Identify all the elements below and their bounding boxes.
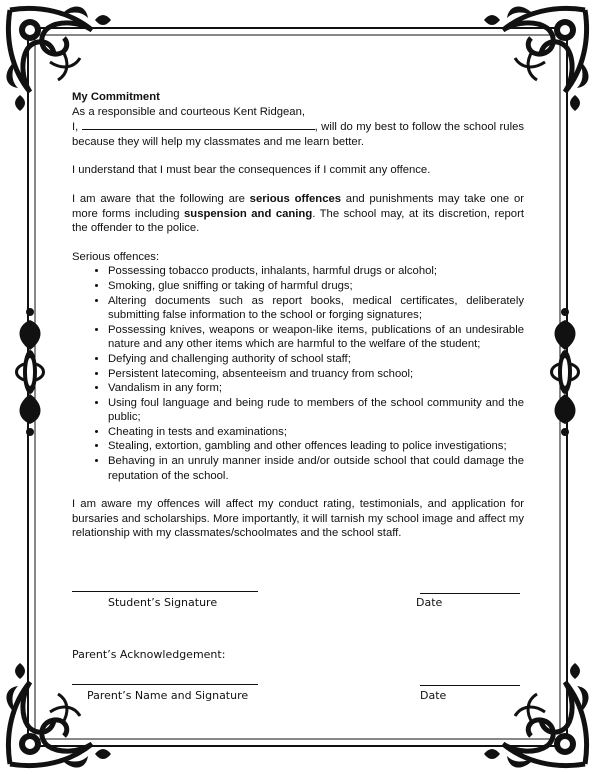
- commitment-body: [72, 90, 524, 541]
- offences-intro-text-2: and punishments may take one or more forms including: [72, 192, 525, 220]
- list-item: • Altering documents such as report books, medical certificates, deliberately submitting false information to the school or forging signatures;: [108, 294, 524, 323]
- student-date-label: Date: [416, 596, 443, 609]
- page-title: My Commitment: [72, 91, 160, 103]
- offences-intro-bold-1: serious offences: [249, 192, 342, 205]
- offences-intro-paragraph: [72, 192, 524, 236]
- parent-acknowledgement-label: Parent’s Acknowledgement:: [72, 648, 226, 661]
- parent-signature-line[interactable]: [72, 684, 258, 685]
- offences-list: [72, 264, 524, 483]
- pledge-prefix: I,: [72, 121, 79, 134]
- offences-label: Serious offences:: [72, 250, 160, 263]
- student-date-line[interactable]: [420, 593, 520, 594]
- list-item: • Possessing tobacco products, inhalants, harmful drugs or alcohol;: [108, 264, 524, 279]
- offences-intro-bold-2: suspension and caning: [184, 207, 313, 220]
- parent-date-label: Date: [420, 689, 447, 702]
- consequences-paragraph: I understand that I must bear the consequences if I commit any offence.: [72, 164, 431, 177]
- list-item: • Cheating in tests and examinations;: [108, 425, 524, 440]
- list-item: • Behaving in an unruly manner inside and/or outside school that could damage the reputation of the school.: [108, 454, 524, 483]
- student-signature-label: Student’s Signature: [108, 596, 218, 609]
- list-item: • Vandalism in any form;: [108, 381, 524, 396]
- list-item: • Persistent latecoming, absenteeism and truancy from school;: [108, 367, 524, 382]
- corner-ornament-bottom-left: [6, 663, 111, 768]
- student-signature-line[interactable]: [72, 591, 258, 592]
- parent-date-line[interactable]: [420, 685, 520, 686]
- offences-intro-text-3: . The school may, at its discretion, report the offender to the police.: [72, 207, 524, 235]
- list-item: • Defying and challenging authority of school staff;: [108, 352, 524, 367]
- pledge-paragraph: [72, 119, 524, 149]
- list-item: • Using foul language and being rude to members of the school community and the public;: [108, 396, 524, 425]
- name-blank[interactable]: [82, 119, 315, 130]
- pledge-suffix: , will do my best to follow the school rules because they will help my classmates and me learn better.: [72, 121, 525, 148]
- intro-line: As a responsible and courteous Kent Ridgean,: [72, 105, 305, 118]
- closing-paragraph: I am aware my offences will affect my conduct rating, testimonials, and application for bursaries and scholarships. More importantly, it will tarnish my school image and affect my relationship with my classmates/schoolmates and the school staff.: [72, 498, 524, 540]
- offences-intro-text-1: I am aware that the following are: [72, 192, 250, 205]
- list-item: • Stealing, extortion, gambling and other offences leading to police investigations;: [108, 439, 524, 454]
- side-ornament-left: [17, 308, 44, 436]
- parent-signature-label: Parent’s Name and Signature: [87, 689, 249, 702]
- list-item: • Possessing knives, weapons or weapon-like items, publications of an undesirable nature and any other items which are harmful to the welfare of the student;: [108, 323, 524, 352]
- list-item: • Smoking, glue sniffing or taking of harmful drugs;: [108, 279, 524, 294]
- corner-ornament-bottom-right: [484, 663, 589, 768]
- side-ornament-right: [552, 308, 579, 436]
